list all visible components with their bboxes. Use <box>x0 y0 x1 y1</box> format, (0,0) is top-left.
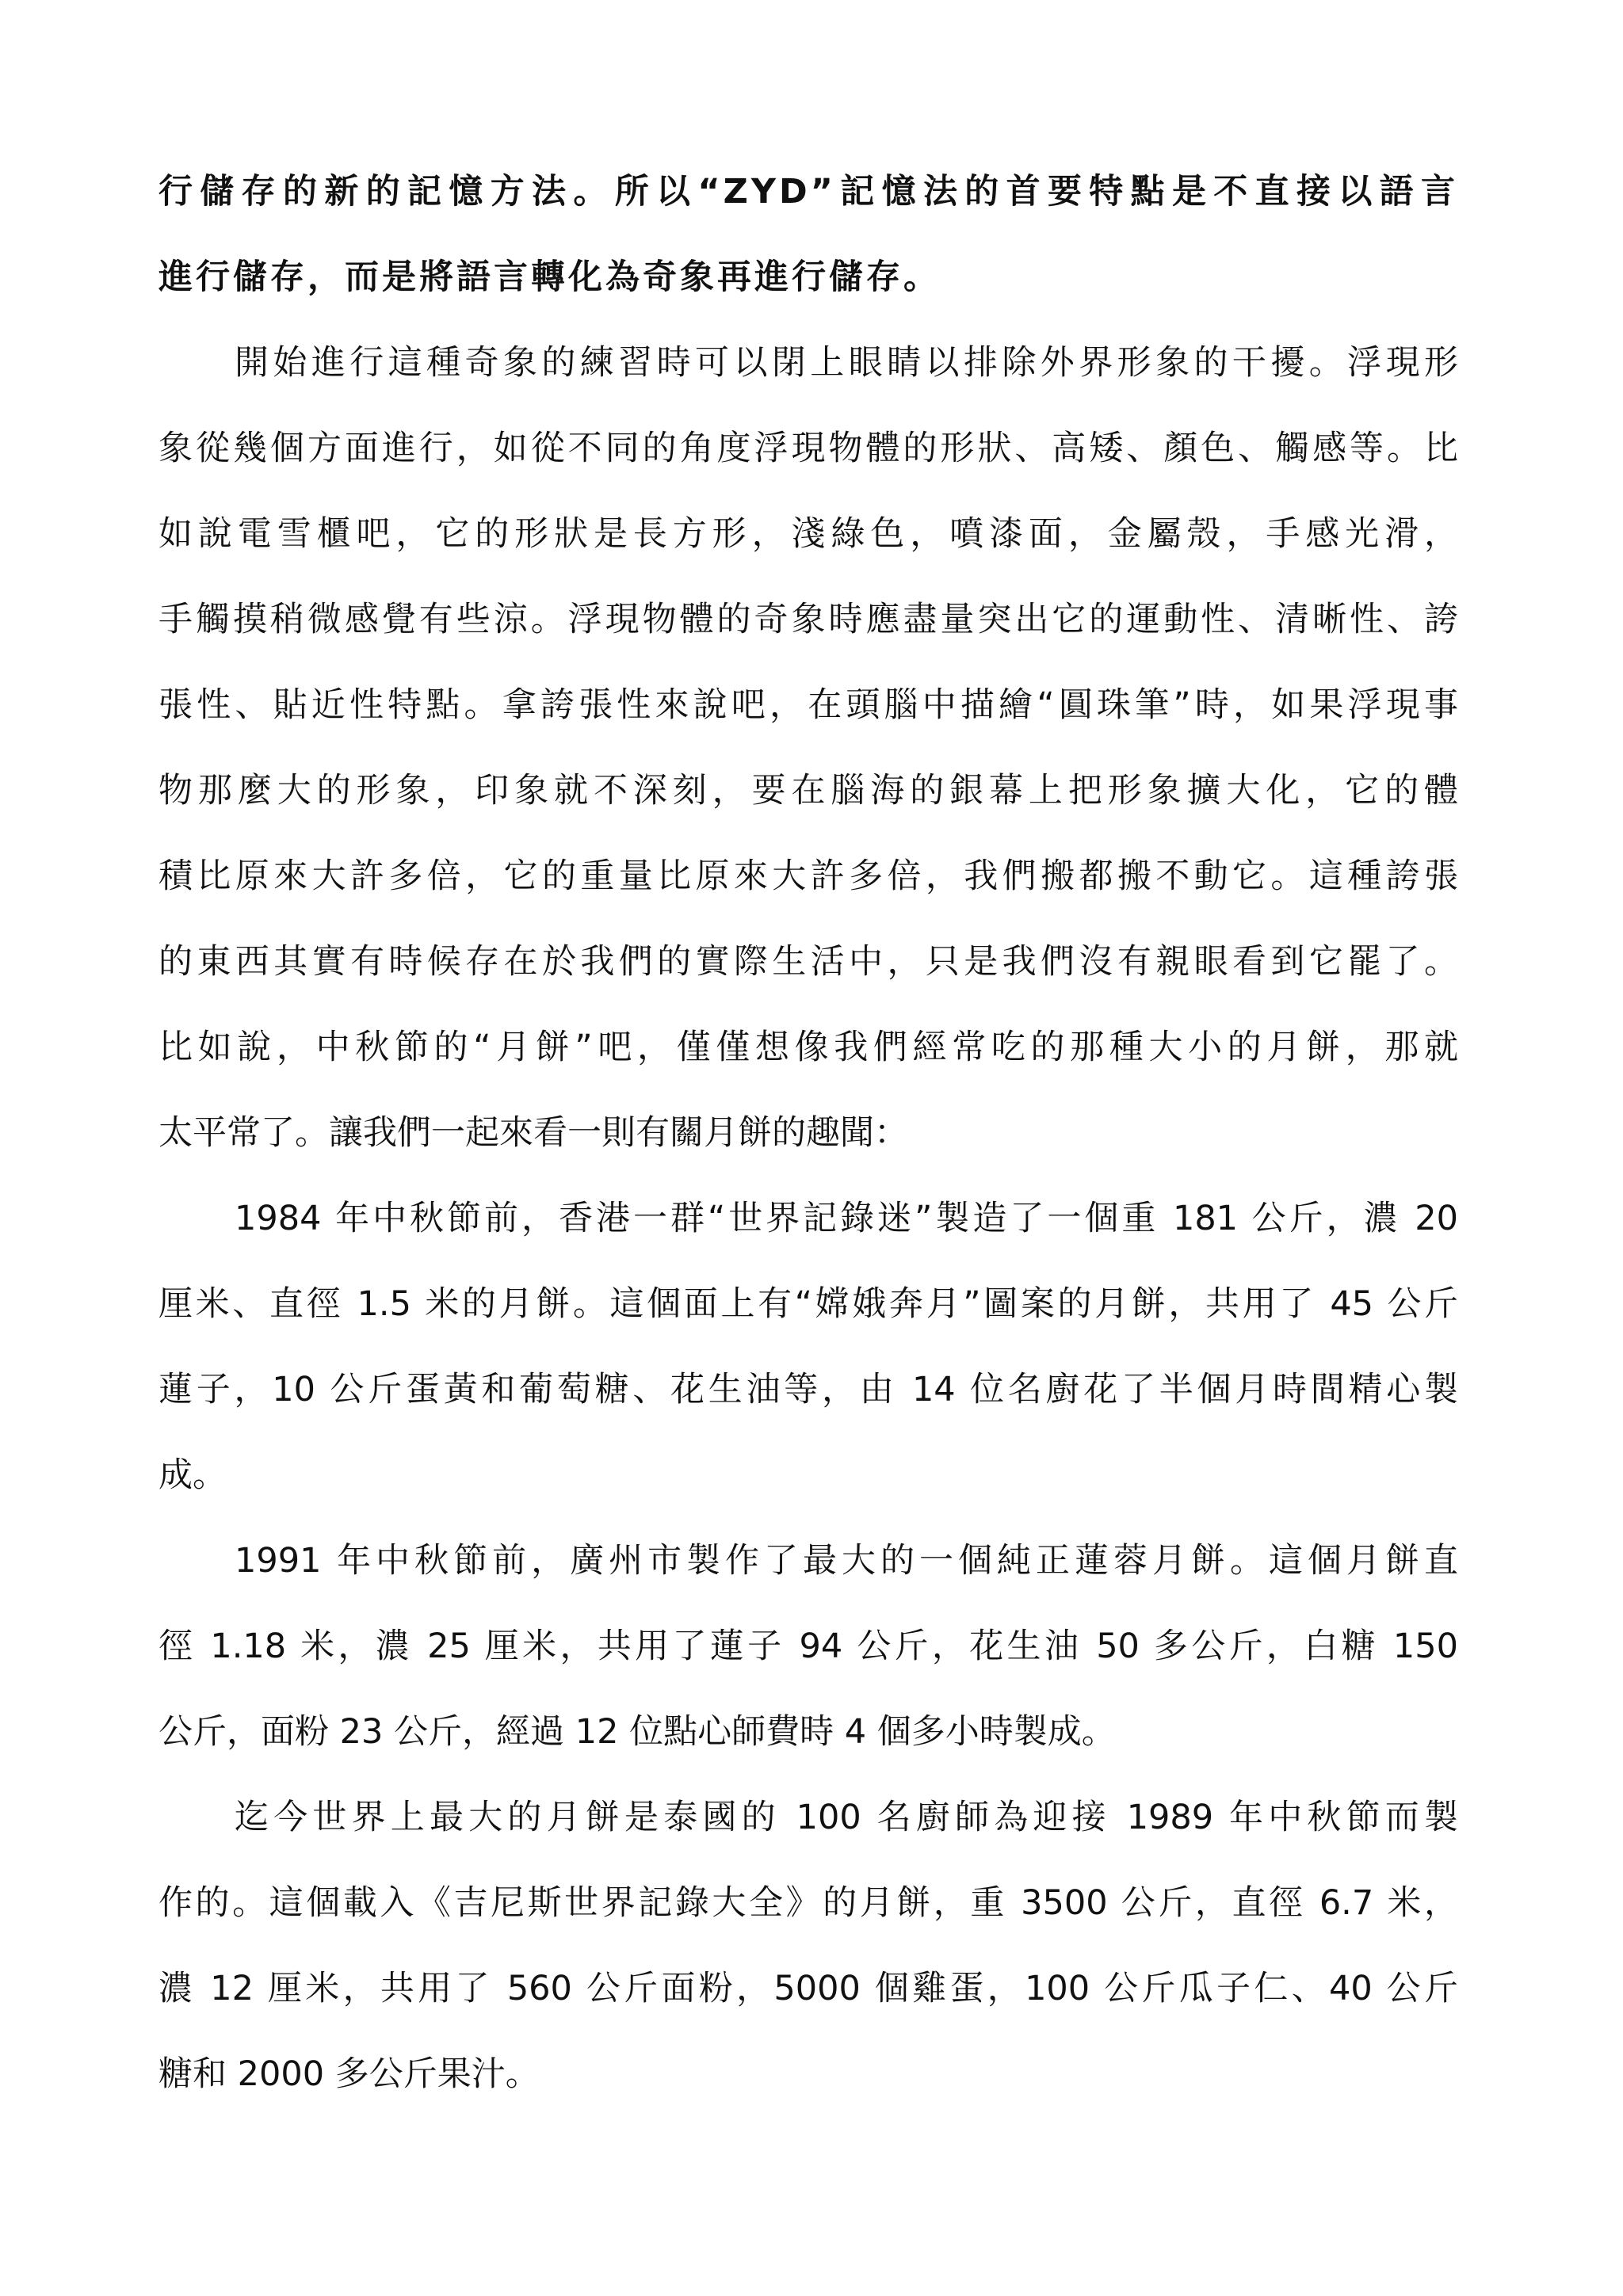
text-line: 厘米、直徑 1.5 米的月餅。這個面上有“嫦娥奔月”圖案的月餅，共用了 45 公斤 <box>158 1284 1458 1324</box>
text-line: 成。 <box>158 1455 227 1495</box>
paragraph-visualization-practice <box>158 320 1458 1176</box>
text-line: 進行儲存，而是將語言轉化為奇象再進行儲存。 <box>158 257 941 297</box>
text-line: 1991 年中秋節前，廣州市製作了最大的一個純正蓮蓉月餅。這個月餅直 <box>235 1541 1458 1581</box>
text-line: 如說電雪櫃吧，它的形狀是長方形，淺綠色，噴漆面，金屬殼，手感光滑， <box>158 514 1458 554</box>
text-line: 張性、貼近性特點。拿誇張性來說吧，在頭腦中描繪“圓珠筆”時，如果浮現事 <box>158 685 1458 725</box>
paragraph-mooncake-1984 <box>158 1176 1458 1518</box>
text-line: 作的。這個載入《吉尼斯世界記錄大全》的月餅，重 3500 公斤，直徑 6.7 米， <box>158 1883 1458 1923</box>
text-line: 太平常了。讓我們一起來看一則有關月餅的趣聞： <box>158 1113 908 1153</box>
text-line: 行儲存的新的記憶方法。所以“ZYD”記憶法的首要特點是不直接以語言 <box>158 172 1458 212</box>
paragraph-bold-intro <box>158 149 1458 320</box>
text-line: 開始進行這種奇象的練習時可以閉上眼睛以排除外界形象的干擾。浮現形 <box>235 343 1458 383</box>
text-line: 迄今世界上最大的月餅是泰國的 100 名廚師為迎接 1989 年中秋節而製 <box>235 1798 1458 1837</box>
paragraph-mooncake-1991 <box>158 1518 1458 1775</box>
text-line: 公斤，面粉 23 公斤，經過 12 位點心師費時 4 個多小時製成。 <box>158 1712 1116 1752</box>
text-line: 濃 12 厘米，共用了 560 公斤面粉，5000 個雞蛋，100 公斤瓜子仁、40 公斤 <box>158 1969 1458 2008</box>
text-line: 1984 年中秋節前，香港一群“世界記錄迷”製造了一個重 181 公斤，濃 20 <box>235 1199 1458 1238</box>
text-line: 糖和 2000 多公斤果汁。 <box>158 2054 540 2094</box>
text-line: 積比原來大許多倍，它的重量比原來大許多倍，我們搬都搬不動它。這種誇張 <box>158 856 1458 896</box>
text-line: 比如說，中秋節的“月餅”吧，僅僅想像我們經常吃的那種大小的月餅，那就 <box>158 1028 1458 1067</box>
text-line: 物那麼大的形象，印象就不深刻，要在腦海的銀幕上把形象擴大化，它的體 <box>158 771 1458 810</box>
text-line: 徑 1.18 米，濃 25 厘米，共用了蓮子 94 公斤，花生油 50 多公斤，白糖 150 <box>158 1627 1458 1666</box>
text-line: 手觸摸稍微感覺有些涼。浮現物體的奇象時應盡量突出它的運動性、清晰性、誇 <box>158 600 1458 639</box>
document-page <box>158 149 1458 2117</box>
paragraph-mooncake-thailand <box>158 1775 1458 2117</box>
text-line: 蓮子，10 公斤蛋黃和葡萄糖、花生油等，由 14 位名廚花了半個月時間精心製 <box>158 1370 1458 1409</box>
text-line: 象從幾個方面進行，如從不同的角度浮現物體的形狀、高矮、顏色、觸感等。比 <box>158 429 1458 468</box>
text-line: 的東西其實有時候存在於我們的實際生活中，只是我們沒有親眼看到它罷了。 <box>158 942 1458 982</box>
